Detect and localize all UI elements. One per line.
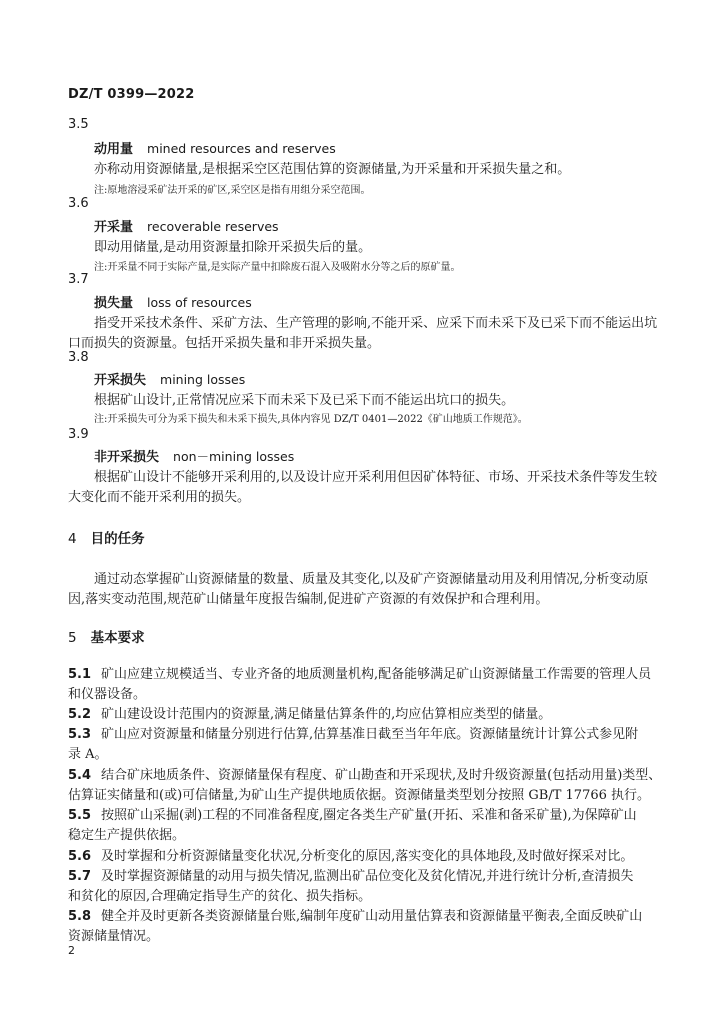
clause-number: 5.1: [68, 667, 92, 682]
term-chinese: 动用量: [94, 142, 134, 157]
clause-number: 5.6: [68, 849, 92, 864]
term-definition: 亦称动用资源储量,是根据采空区范围估算的资源储量,为开采量和开采损失量之和。: [94, 162, 571, 177]
clause-number: 5.3: [68, 727, 92, 742]
term-heading: [94, 138, 336, 157]
term-heading: [94, 446, 294, 465]
clause-number: 5.4: [68, 768, 92, 783]
term-heading: [94, 369, 245, 388]
term-english: non－mining losses: [173, 449, 295, 464]
term-definition-cont: 大变化而不能开采利用的损失。: [68, 490, 251, 505]
term-note: 注:开采量不同于实际产量,是实际产量中扣除废石混入及吸附水分等之后的原矿量。: [94, 262, 461, 273]
term-english: loss of resources: [147, 295, 252, 310]
clause-number: 3.6: [68, 196, 89, 211]
section-number: 4: [68, 531, 77, 547]
requirement-clause: [68, 905, 642, 924]
term-chinese: 开采损失: [94, 373, 147, 388]
section-heading: [68, 527, 145, 547]
requirement-clause: [68, 764, 661, 783]
clause-text: 结合矿床地质条件、资源储量保有程度、矿山勘查和开采现状,及时升级资源量(包括动用量)类型、: [101, 768, 662, 783]
clause-text: 及时掌握资源储量的动用与损失情况,监测出矿品位变化及贫化情况,并进行统计分析,查清损失: [101, 869, 634, 884]
term-definition: 根据矿山设计不能够开采利用的,以及设计应开采利用但因矿体特征、市场、开采技术条件等发生较: [94, 470, 658, 485]
term-english: recoverable reserves: [147, 219, 279, 234]
requirement-clause: [68, 845, 633, 864]
clause-text: 矿山应建立规模适当、专业齐备的地质测量机构,配备能够满足矿山资源储量工作需要的管理人员: [101, 667, 652, 682]
clause-number: 5.7: [68, 869, 92, 884]
term-english: mined resources and reserves: [147, 141, 336, 156]
term-heading: [94, 292, 252, 311]
clause-number: 3.5: [68, 117, 89, 132]
section-heading: [68, 626, 145, 646]
requirement-clause: [68, 663, 651, 682]
clause-text: 健全并及时更新各类资源储量台账,编制年度矿山动用量估算表和资源储量平衡表,全面反映矿山: [101, 909, 643, 924]
requirement-clause: [68, 865, 633, 884]
clause-number: 3.7: [68, 272, 89, 287]
clause-number: 3.9: [68, 427, 89, 442]
term-note: 注:原地溶浸采矿法开采的矿区,采空区是指有用组分采空范围。: [94, 185, 371, 196]
requirement-clause: [68, 804, 637, 823]
clause-number: 5.5: [68, 808, 92, 823]
page-number: 2: [68, 944, 75, 957]
clause-text-cont: 资源储量情况。: [68, 929, 160, 944]
clause-text-cont: 和仪器设备。: [68, 687, 147, 702]
clause-number: 5.2: [68, 707, 92, 722]
clause-text-cont: 和贫化的原因,合理确定指导生产的贫化、损失指标。: [68, 889, 372, 904]
clause-text-cont: 估算证实储量和(或)可信储量,为矿山生产提供地质依据。资源储量类型划分按照 GB/T 17766 执行。: [68, 788, 651, 803]
clause-text: 矿山应对资源量和储量分别进行估算,估算基准日截至当年年底。资源储量统计计算公式参见附: [101, 727, 639, 742]
term-chinese: 非开采损失: [94, 450, 160, 465]
document-code: DZ/T 0399—2022: [68, 87, 195, 102]
section-number: 5: [68, 630, 77, 646]
section-title: 基本要求: [90, 630, 145, 646]
clause-text: 按照矿山采掘(剥)工程的不同准备程度,圈定各类生产矿量(开拓、采准和备采矿量),为保障矿山: [101, 808, 637, 823]
section-paragraph-cont: 因,落实变动范围,规范矿山储量年度报告编制,促进矿产资源的有效保护和合理利用。: [68, 592, 549, 607]
clause-number: 3.8: [68, 350, 89, 365]
term-definition: 即动用储量,是动用资源量扣除开采损失后的量。: [94, 240, 372, 255]
clause-text: 及时掌握和分析资源储量变化状况,分析变化的原因,落实变化的具体地段,及时做好探采对比。: [101, 849, 634, 864]
term-chinese: 开采量: [94, 220, 134, 235]
section-paragraph: 通过动态掌握矿山资源储量的数量、质量及其变化,以及矿产资源储量动用及利用情况,分析变动原: [94, 572, 649, 587]
term-english: mining losses: [160, 372, 246, 387]
term-note: 注:开采损失可分为采下损失和未采下损失,具体内容见 DZ/T 0401—2022《矿山地质工作规范》。: [94, 414, 528, 425]
term-heading: [94, 216, 279, 235]
term-chinese: 损失量: [94, 296, 134, 311]
term-definition: 根据矿山设计,正常情况应采下而未采下及已采下而不能运出坑口的损失。: [94, 393, 515, 408]
section-title: 目的任务: [90, 531, 145, 547]
clause-number: 5.8: [68, 909, 92, 924]
term-definition-cont: 口而损失的资源量。包括开采损失量和非开采损失量。: [68, 336, 381, 351]
clause-text-cont: 稳定生产提供依据。: [68, 828, 186, 843]
clause-text: 矿山建设设计范围内的资源量,满足储量估算条件的,均应估算相应类型的储量。: [101, 707, 552, 722]
requirement-clause: [68, 723, 638, 742]
clause-text-cont: 录 A。: [68, 747, 108, 762]
term-definition: 指受开采技术条件、采矿方法、生产管理的影响,不能开采、应采下而未采下及已采下而不能运出坑: [94, 316, 658, 331]
requirement-clause: [68, 703, 551, 722]
